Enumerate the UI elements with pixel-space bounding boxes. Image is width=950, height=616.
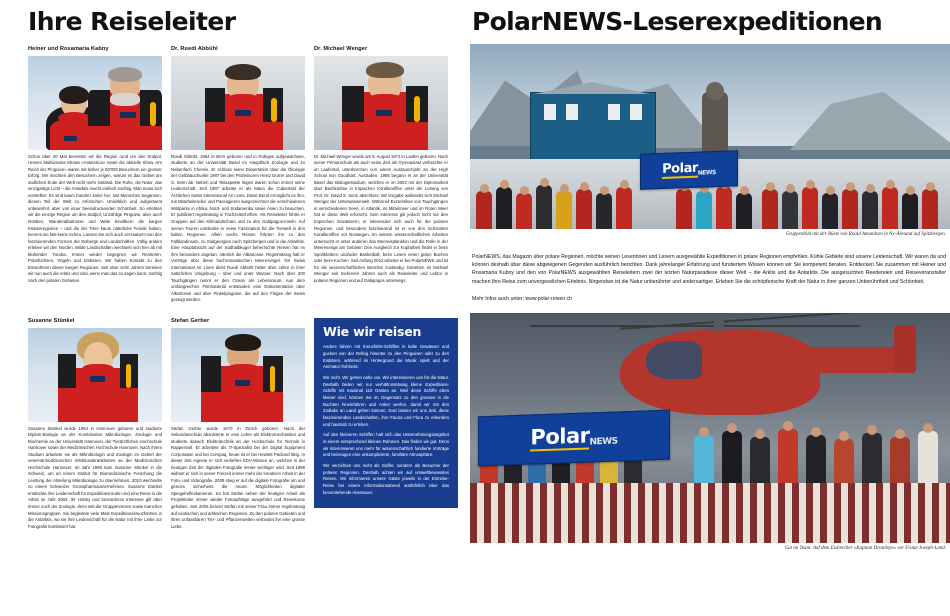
guide-name: Dr. Michael Wenger — [314, 46, 368, 52]
guides-row-bottom — [28, 318, 458, 530]
travel-box-title: Wie wir reisen — [323, 323, 422, 339]
guide-photo-kabny — [28, 56, 162, 150]
ship-deck — [470, 483, 950, 543]
banner-wordmark-sub: NEWS — [697, 169, 716, 177]
guide-name: Dr. Ruedi Abbühl — [171, 46, 218, 52]
guide-card-gerber — [171, 318, 305, 530]
travel-box-paragraph: Wir nicht. Wir gehen nahe ran. Wir interessieren uns für die Natur. Deshalb bieten wir nur verhältnismässig kleine Expeditions-Schiffe mit maximal 110 Gästen an. Weil diese Schiffe eben kleiner sind, können Sie im Gegensatz zu den grossen in die Buchten hineinfahren und Anker werfen, damit wir mit den Zodiaks an Land gehen können. Dort lassen wir uns Zeit, diese faszinierenden Landschaften, ihre Fauna und Flora zu erkunden und hautnah zu erleben. — [323, 375, 449, 427]
polarnews-banner-top — [640, 150, 738, 189]
page-title-left: Ihre Reiseleiter — [28, 7, 236, 36]
photo-group-kapitan-dranitsyn — [470, 313, 950, 543]
guide-bio: Dr. Michael Wenger wurde am 9. August 1972 in Laufen geboren. Nach seiner Primarschule als auch seine Zeit als Gymnasiast verbrachte er im Laufental, unterbrochen von einem Austauschjahr an der High School von Goodhart, Australien. 1995 begann er an der Universität Basel das Biologiestudium, welches er im 2002 mit der Diplomarbeit über Bachkrebse in tropischen Korallenriffen unter der Leitung von Prof. Dr. David S. Senn abschloss. Mit Vorgabe wallendet sich Michael Wenger der Unterwasserwelt. Während Exzentrikes von Tauchgängen in verschiedenen Seen, in Atlantik, im Mittelmeer und im Roten Meer hat er diese Welt erforscht. Sein Interesse gilt jedoch nicht nur den tropischen Gewässern; er interessiert sich auch für die polaren Regionen, und besonders faszinierend ist er von den Schönsten Korallenriffen vor Norwegen. Im seinem wissenschaftlichen Arbeiten untersucht er unter anderen das Meereisplankton und die Rolle in der Meeresenge am Gebiete: Den Ausgleich zur Kopfarbeit findet er beim Sportklettern und/oder Basketball, beim Lesen einen guten Buches oder beim Kochen. Seit Anfang 2012 arbeitet er bei PolarNEWS und ist für die wissenschaftlichen Berichte zuständig. Daneben ist Michael Wenger seit mehreren Jahren auch als Reiseleiter und Lektor in polaren Regionen und auf Galapagos unterwegs. — [314, 153, 448, 283]
banner-wordmark-sub: NEWS — [589, 436, 618, 448]
guide-name: Susanne Stünkel — [28, 317, 75, 324]
more-info-line: Mehr Infos auch unter: www.polar-reisen.ch — [472, 296, 573, 303]
guide-photo-stuenkel — [28, 328, 162, 422]
intro-paragraph: PolarNEWS, das Magazin über polare Regionen, möchte seinen Leserinnen und Lesern ausgewählte Expeditionen in polare Regionen empfehlen. Kühle Gebiete sind unsere Leidenschaft. Wir waren da und können deshalb über diese abgelegenen Gegenden ausführlich berichten. Dank jahrelanger Erfahrung und fundiertem Wissen können wir Sie kompetent beraten. Entdecken Sie zusammen mit Heiner und Rosamaria Kubny und den von PolarNEWS ausgewählten Reiseleitern zwei der letzten Naturparadiese dieser Welt – die Arktis und die Antarktis. Die ausgesuchten Reedereien und Reiseveranstalter machen Ihre Reise zum unvergesslichen Erlebnis. Nirgendwo ist die Natur unberührter und andersartiger. Erleben Sie die schöpferische Kraft der Natur in ihrer ganzen Unberührtheit und Schönheit. — [472, 253, 946, 285]
travel-box-paragraph: Wir verzichten uns nicht als Gaffer, sondern als Besucher der polaren Regionen. Deshalb achten wir auf umweltbewusstes Reisen. Wir informieren unsere Gäste jeweils in der Einreise-Reise bei einem Informationsabend ausführlich über das bevorstehende Abenteuer. — [323, 462, 449, 495]
guide-bio: Ruedi Abbühl, 1964 in Bern geboren und in Rubigen aufgewachsen, studierte an der Universität Basel im Hauptfach Zoologie und im Nebenfach Chemie. Er schloss seine Dissertation über die Ökologie der Gelbbauchunke 1997 bei den Professoren Heinz Durrer und David S. Senn ab. Neben und Teilaspekte liegen waren schon immer seine Leidenschaft. Seit 1997 arbeitet er als Mann die Cubierteld der Ärztlichen Swiss International Air Lines. Diese Beruf ermöglicht es ihm, mit Mitarbeitenden und Passagieren ausgezeichnet die verschiedenen Wildparks in Afrika, Nord- und Südamerika sowie Asien zu besuchen. Er publiziert regelmässig in Fachzeitschriften. Als Reiseleiter führte er Gruppen auf den Kilimandscharo und zu den Galápagos-Inseln. Auf seinen Touren entdeckte er seine Faszination für die Tierwelt in den kalten Regionen. Allein sechs Reisen führten ihn zu den Falklandinseln, zu Südgeorgien nach Spitzbergen und in die Antarktis. Eine Hauptabsicht auf der Südhalbkugel beherrschte Reisen hat es ihm besonders angetan, nämlich die Albatrosse. Regelmässig hält er Vorträge über diese hochromantischen Meeresvögel. Ihn Swiss International Air Lines dieht Ruedi Abbühl heiter über Jahre in ihrer natürlichen Umgebung – über und unter Wasser. Nach über 200 Tauchgängen nennt er den Ozean als Lebensraum. Aus dem umfangreichen Filmmaterial entstanden eine Dokumentation über Albatrosse und über Pinkelpinguine, die auf den Flügen der Swiss gezeigt werden. — [171, 153, 305, 303]
banner-wordmark: Polar — [662, 160, 698, 177]
photo-caption-bottom: Gut im Team: Auf dem Eisbrecher «Kapitan Dranitsyn» vor Franz-Joseph-Land. — [784, 545, 946, 551]
page-title-right: PolarNEWS-Leserexpeditionen — [472, 7, 883, 36]
guide-bio: Stefan Gerber wurde 1970 in Zürich geboren. Nach der Sekundarschule absolvierte er eine Lehre als Elektromechaniker und studierte danach Elektrotechnik an der Hochschule für Technik in Rapperswil. Er arbeitete als IT-Spezialist bei der Digital Equipment Corporation und bei Compaq, heute ist er bei Hewlett Packard tätig. In dieser Zeit eignete er sich vertieftes EDV-Wissen an, welches in der heutigen Zeit der digitalen Fotografie immer wichtiger wird. Seit 1999 widmet er sich in seiner Freizeit immer mehr der kreativen Arbeit in der Foto- und Videografie. 2009 stieg er auf die digitale Fotografie um und genoss sicherheits die neuen Möglichkeiten digitaler Spiegelreflexkameras. So hat Stefan neben der heutigen Arbeit als Projektleiter immer wieder Fotoaufträge ausgeführt und Reisekurse gehalten. Seit 2005 bereist Stefan mit seiner Frau immer regelmässig auf exotischen und arktischen Regionen. Zu den polaren Gebieten und ihren unfassbaren Tier- und Pflanzenwelten verbindet ihn eine grosse Liebe. — [171, 425, 305, 529]
travel-box-paragraph: Auf den kleineren Schiffen halt sich das Unternehmungsangebot in einem entsprechend kleinen Rahmen. Das finden wir gut. Denn wir interessieren uns mehr für wissenschaftlich fundierte Vorträge und beizeugen eine unkomplizierte, familiäre Atmosphäre. — [323, 432, 449, 458]
left-page — [0, 0, 470, 616]
travel-box-paragraph: Andere fahren mit Kreuzfahrt-Schiffen in kalte Gewässer und gucken von der Reling hinunter zu den Pinguinen oder zu den Eisbären, während im Hintergrund die Musik spielt und der Animator frohlockt. — [323, 344, 449, 370]
right-page — [470, 0, 950, 616]
photo-caption-top: Gruppenbild mit der Büste von Roald Amundsen in Ny-Ålesund auf Spitzbergen. — [785, 232, 946, 237]
polarnews-banner-bottom — [478, 409, 670, 466]
guide-card-wenger — [314, 46, 448, 304]
guides-row-top — [28, 46, 458, 304]
guide-photo-abbuehl — [171, 56, 305, 150]
guide-name: Heiner und Rosamaria Kabny — [28, 46, 109, 52]
guide-bio: Susanne Stünkel wurde 1964 in Hannover geboren und studierte Diplom-Biologie an der Kombination Mikrobiologie, Zoologie und Biochemie an der Universität Hannover, der Tierärztlichen Hochschule Hannover sowie der Medizinischen Hochschule Hannover. Nach ihrem Studium arbeitete sie als Mikrobiologin und Zoologin im Gebiet der veterinärmedizinischen Infektionskrankheiten an der Medizinischen Hochschule Hannover. Im Jahr 1995 kam Susanne Stünkel in die Schweiz, um an einem Institut für Biomedizinische Forschung die Leistung der Abteilung Mikrobiologie zu übernehmen. 2010 wechselte zu einem Schweizer Grosspharmaunternehmen. Susanne Stünkel entdeckte ihre Leidenschaft für Expeditionsrouten und eine Reise in die Arktis im Jahr 2002. Ihr Hobby und besonderes Interesse gilt aber immer noch der Zoologie, denn seit der Gruppenreisen sowie manchen Missionsgruppen. Sie begleitete viele Male Expeditionskreuzfahrten in die Antarktis, wo sie ihre Leidenschaft für die Natur mit ihrer Liebe zur Fotografie kombiniert hat. — [28, 425, 162, 529]
travel-info-box — [314, 318, 458, 508]
guide-card-abbuehl — [171, 46, 305, 304]
guide-card-stuenkel — [28, 318, 162, 530]
guide-card-kabny — [28, 46, 162, 304]
guide-name: Stefan Gerber — [171, 317, 210, 324]
photo-group-ny-aalesund — [470, 44, 950, 229]
banner-wordmark: Polar — [530, 423, 590, 450]
guide-photo-wenger — [314, 56, 448, 150]
guide-bio: Schon über 20 Mal bereisten wir die Region rund um den Südpol. Unsere Multivisions-Shows «Antarctica» sowie die aktuelle Show «Im Reich der Pinguine» waren mit bisher je 50'000 Besuchern ein grosser Erfolg. Wir möchten den Besuchern zeigen, warum es das Gebiet am südlichen Ende der Welt nicht mehr lostässt. Die Ruhe, die Natur, das einzigartige Licht – die Antarktis macht einfach süchtig. Man muss sich vorstellen: Es sind kaum hundert Jahre her, seit Menschen begannen, diesen Teil der Welt zu erforschen. Unwirklich und aufgeräumt unbewohnt, aber von einer beeindruckenden Schönheit. So erlebten wir die einzige Region um den Südpol. Unzählige Pinguine, aber auch Robben, Wanderalbatrosse und Wale bevölkern die kargen Küstenregionen – und die der Tiere kaum natürliche Feinde haben, kennen sie fast keine Scheu. Lassen Sie sich auch verzaubern von den faszinierenden Formen der Eisberge und Landschaften. Völlig anders erleben wir den Norden. Wilde Landschaften wechseln sich hier ab mit blühender Tundra. Immer wieder begegnen wir Rentieren, Polarfüchsen, Vögeln und Eisbären. Wir haben Kontakt zu den Einwohnern dieser kargen Regionen. Seit über zehn Jahren bereisen wir nun auch die Arktis und sind, wenn man das so sagen kann: süchtig nach den polaren Gebieten. — [28, 153, 162, 283]
guide-photo-gerber — [171, 328, 305, 422]
